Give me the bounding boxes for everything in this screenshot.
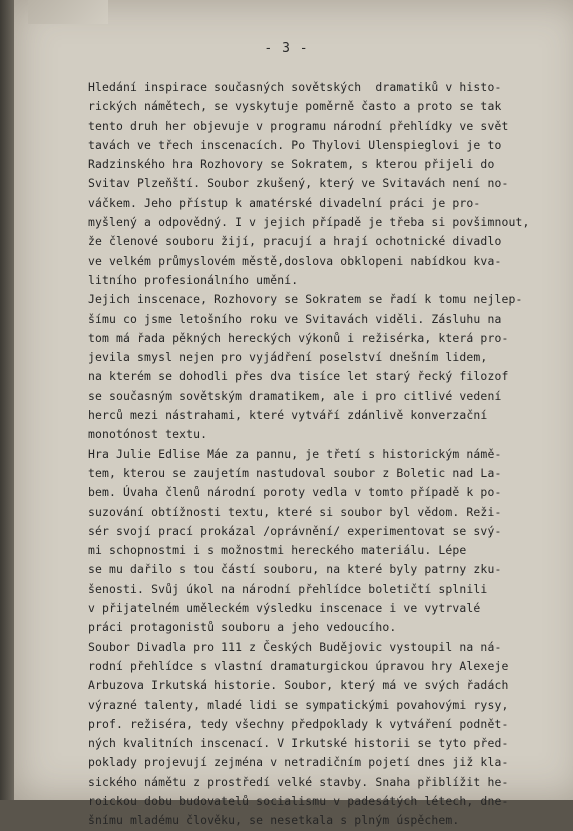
text-line: poklady projevují zejména v netradičním pojetí dnes již kla- bbox=[88, 755, 509, 770]
text-line: tem, kterou se zaujetím nastudoval soubor z Boletic nad La- bbox=[88, 465, 502, 480]
text-line: sického námětu z prostředí velké stavby. Snaha přiblížit he- bbox=[88, 774, 509, 789]
text-line: se mu dařilo s tou částí souboru, na které byly patrny zku- bbox=[88, 562, 502, 577]
text-line: prof. režiséra, tedy všechny předpoklady k vytváření podnět- bbox=[88, 716, 509, 731]
text-line: mi schopnostmi i s možnostmi hereckého materiálu. Lépe bbox=[88, 543, 467, 558]
text-line: šnímu mladému člověku, se nesetkala s plným úspěchem. bbox=[88, 813, 460, 828]
text-line: tento druh her objevuje v programu národní přehlídky ve svět bbox=[88, 118, 509, 133]
text-line: sér svojí prací prokázal /oprávnění/ experimentovat se svý- bbox=[88, 523, 502, 538]
text-line: šímu co jsme letošního roku ve Svitavách viděli. Zásluhu na bbox=[88, 311, 502, 326]
text-line: jevila smysl nejen pro vyjádření poselství dnešním lidem, bbox=[88, 350, 488, 365]
text-line: výrazné talenty, mladé lidi se sympatickými povahovými rysy, bbox=[88, 697, 509, 712]
text-line: že členové souboru žijí, pracují a hrají ochotnické divadlo bbox=[88, 234, 502, 249]
text-line: rických námětech, se vyskytuje poměrně často a proto se tak bbox=[88, 99, 502, 114]
page-number: - 3 - bbox=[264, 41, 309, 56]
body-text bbox=[88, 78, 558, 831]
text-line: na kterém se dohodli přes dva tisíce let starý řecký filozof bbox=[88, 369, 509, 384]
text-line: bem. Úvaha členů národní poroty vedla v tomto případě k po- bbox=[88, 485, 502, 500]
text-line: v přijatelném uměleckém výsledku inscenace i ve vytrvalé bbox=[88, 601, 481, 616]
text-line: roickou dobu budovatelů socialismu v padesátých létech, dne- bbox=[88, 793, 509, 808]
text-line: herců mezi nástrahami, které vytváří zdánlivě konverzační bbox=[88, 408, 488, 423]
text-line: litního profesionálního umění. bbox=[88, 272, 299, 287]
text-line: monotónost textu. bbox=[88, 427, 208, 442]
text-line: suzování obtížnosti textu, které si soubor byl vědom. Reži- bbox=[88, 504, 502, 519]
text-line: ve velkém průmyslovém městě,doslova obklopeni nabídkou kva- bbox=[88, 253, 502, 268]
text-line: Soubor Divadla pro 111 z Českých Budějovic vystoupil na ná- bbox=[88, 639, 502, 654]
text-line: Jejich inscenace, Rozhovory se Sokratem se řadí k tomu nejlep- bbox=[88, 292, 523, 307]
page-corner-fold bbox=[28, 0, 108, 24]
text-line: myšlený a odpovědný. I v jejich případě je třeba si povšimnout, bbox=[88, 215, 530, 230]
text-line: Svitav Plzeňští. Soubor zkušený, který ve Svitavách není no- bbox=[88, 176, 509, 191]
text-line: Arbuzova Irkutská historie. Soubor, který má ve svých řadách bbox=[88, 678, 509, 693]
text-line: Hledání inspirace současných sovětských dramatiků v histo- bbox=[88, 80, 502, 94]
page-edge-shadow bbox=[0, 0, 14, 800]
text-line: ných kvalitních inscenací. V Irkutské historii se tyto před- bbox=[88, 736, 509, 751]
text-line: šenosti. Svůj úkol na národní přehlídce boletičtí splnili bbox=[88, 581, 488, 596]
text-line: rodní přehlídce s vlastní dramaturgickou úpravou hry Alexeje bbox=[88, 658, 509, 673]
text-line: práci protagonistů souboru a jeho vedoucího. bbox=[88, 620, 397, 635]
text-line: tavách ve třech inscenacích. Po Thylovi Ulenspieglovi je to bbox=[88, 137, 502, 152]
text-line: se současným sovětským dramatikem, ale i pro citlivé vedení bbox=[88, 388, 502, 403]
text-line: Radzinského hra Rozhovory se Sokratem, s kterou přijeli do bbox=[88, 157, 495, 172]
text-line: tom má řada pěkných hereckých výkonů i režisérka, která pro- bbox=[88, 330, 509, 345]
text-line: váčkem. Jeho přístup k amatérské divadelní práci je pro- bbox=[88, 195, 481, 210]
text-line: Hra Julie Edlise Máe za pannu, je třetí s historickým námě- bbox=[88, 446, 502, 461]
